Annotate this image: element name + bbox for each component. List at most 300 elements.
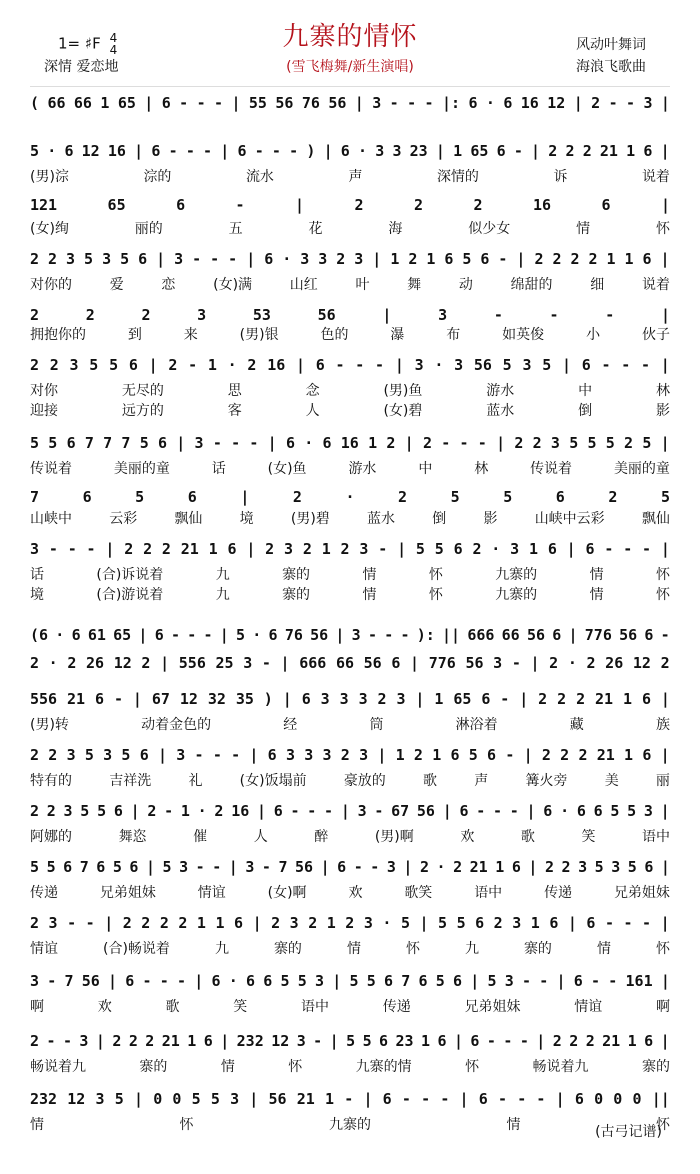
note-token: |	[660, 142, 670, 160]
lyric-token: 畅说着九	[532, 1059, 589, 1075]
note-token: 2	[30, 1032, 40, 1050]
note-token: 3	[375, 142, 385, 160]
note-token: 6	[273, 802, 283, 820]
note-token: 6	[643, 142, 653, 160]
lyric-row	[30, 274, 670, 294]
notation-row	[30, 484, 670, 506]
lyric-row	[30, 564, 670, 584]
lyric-token: 人	[305, 403, 320, 419]
note-token: 2	[514, 434, 524, 452]
lyric-row	[30, 380, 670, 400]
note-token: ·	[567, 654, 577, 672]
note-token: -	[249, 434, 259, 452]
lyric-token: 叶	[355, 277, 370, 293]
note-token: 3	[611, 858, 621, 876]
note-token: |	[295, 356, 306, 374]
note-token: 1	[624, 250, 634, 268]
note-token: |	[531, 142, 541, 160]
note-token: |	[382, 306, 392, 324]
note-token: |	[280, 654, 290, 672]
note-token: 7	[278, 858, 288, 876]
note-token: 5	[660, 488, 670, 506]
note-token: 3	[48, 914, 58, 932]
note-token: 21	[469, 858, 488, 876]
note-token: 3	[643, 802, 653, 820]
note-token: 5	[366, 972, 376, 990]
lyric-token: 怀	[428, 587, 443, 603]
note-token: 2	[161, 540, 171, 558]
note-token: 5	[30, 142, 40, 160]
note-token: |	[145, 858, 155, 876]
note-token: 21	[595, 690, 614, 708]
note-token: |	[397, 540, 407, 558]
note-token: 6	[468, 94, 478, 112]
note-token: 1	[208, 540, 218, 558]
lyric-token: (合)诉说着	[96, 567, 164, 583]
note-token: 16	[532, 196, 552, 214]
lyric-token: 倒	[578, 403, 593, 419]
note-token: ):	[416, 626, 435, 644]
note-token: 26	[605, 654, 624, 672]
note-token: 67	[391, 802, 410, 820]
note-token: 0	[153, 1090, 163, 1108]
lyric-token: 拥抱你的	[30, 327, 86, 343]
note-token: 5	[415, 540, 425, 558]
note-token: 16	[340, 434, 359, 452]
note-token: 66	[47, 94, 66, 112]
note-token: -	[378, 540, 388, 558]
lyric-token: 山峡中	[30, 511, 72, 527]
note-token: 3	[396, 690, 406, 708]
note-token: 2	[386, 434, 396, 452]
note-token: 3	[102, 250, 112, 268]
lyric-token: 笑	[581, 829, 596, 845]
lyric-row	[30, 218, 670, 238]
note-token: 5	[594, 858, 604, 876]
note-token: 7	[79, 858, 89, 876]
note-token: |	[138, 626, 148, 644]
lyric-token: 寨的	[282, 587, 311, 603]
note-token: 23	[409, 142, 428, 160]
note-token: -	[228, 250, 238, 268]
lyric-token: 筒	[369, 717, 384, 733]
note-token: 2	[660, 654, 670, 672]
note-token: 2	[576, 690, 586, 708]
note-token: 1	[434, 690, 444, 708]
note-token: -	[389, 94, 399, 112]
note-token: 6	[573, 972, 583, 990]
header-divider	[30, 86, 670, 87]
note-token: 2	[473, 196, 483, 214]
lyric-token: 欢	[348, 885, 363, 901]
note-token: -	[67, 540, 77, 558]
note-token: 6	[268, 626, 278, 644]
note-token: |	[377, 746, 387, 764]
note-token: 5	[346, 1032, 356, 1050]
note-token: 56	[268, 1090, 287, 1108]
note-token: 2	[552, 250, 562, 268]
lyric-token: 美丽的童	[613, 461, 670, 477]
note-token: -	[231, 746, 241, 764]
lyric-token: 林	[474, 461, 489, 477]
note-token: 6	[555, 488, 565, 506]
note-token: 3	[66, 250, 76, 268]
note-token: 6	[151, 142, 161, 160]
note-token: 2	[419, 858, 429, 876]
note-token: -	[549, 306, 559, 324]
lyric-token: 爱	[109, 277, 124, 293]
note-token: 2	[549, 654, 559, 672]
notation-row	[30, 192, 670, 214]
note-token: )	[306, 142, 316, 160]
note-token: -	[231, 434, 241, 452]
note-token: 6	[601, 196, 611, 214]
note-token: |	[555, 1090, 565, 1108]
key-label: 1= ♯F	[58, 34, 101, 53]
note-token: 1	[187, 1032, 197, 1050]
note-token: 1	[421, 1032, 431, 1050]
note-token: -	[591, 972, 601, 990]
lyric-row	[30, 714, 670, 734]
note-token: 5	[109, 356, 119, 374]
note-token: 1	[395, 746, 405, 764]
lyric-token: (女)鱼	[267, 461, 307, 477]
note-token: 5	[80, 802, 90, 820]
note-token: 2	[178, 914, 188, 932]
note-token: 5	[84, 250, 94, 268]
note-token: 666	[467, 626, 495, 644]
note-token: -	[503, 1032, 513, 1050]
note-token: |	[561, 356, 571, 374]
note-token: -	[307, 802, 317, 820]
notation-row	[30, 430, 670, 452]
note-token: 21	[180, 540, 199, 558]
lyric-token: 寨的	[139, 1059, 168, 1075]
note-token: -	[623, 914, 633, 932]
lyric-token: 篝火旁	[525, 773, 568, 789]
note-token: 3	[285, 746, 295, 764]
note-token: 55	[248, 94, 267, 112]
note-token: -	[375, 356, 385, 374]
lyric-token: 话	[211, 461, 226, 477]
note-token: |	[335, 626, 345, 644]
lyric-token: 传递	[30, 885, 58, 901]
lyric-token: 绵甜的	[510, 277, 553, 293]
note-token: -	[212, 746, 222, 764]
note-token: 6	[161, 94, 171, 112]
note-token: 16	[231, 802, 250, 820]
lyric-token: 传说着	[30, 461, 72, 477]
note-token: |	[220, 142, 230, 160]
notation-row	[30, 650, 670, 672]
note-token: 5	[89, 356, 99, 374]
note-token: -	[324, 802, 334, 820]
note-token: 2	[414, 196, 424, 214]
note-token: 6	[340, 142, 350, 160]
performers: (雪飞梅舞/新生演唱)	[286, 59, 414, 75]
note-token: 2	[578, 746, 588, 764]
note-token: 6	[480, 250, 490, 268]
lyric-token: 怀	[655, 567, 670, 583]
note-token: 56	[619, 626, 638, 644]
note-token: -	[517, 1090, 527, 1108]
note-token: |	[556, 972, 566, 990]
notation-row	[30, 246, 670, 268]
lyric-token: 客	[227, 403, 242, 419]
note-token: 2	[544, 858, 554, 876]
note-token: -	[511, 654, 521, 672]
lyric-token: 声	[348, 169, 363, 185]
lyric-token: (女)啊	[267, 885, 307, 901]
lyric-token: 阿娜的	[30, 829, 72, 845]
lyric-token: 九	[214, 941, 229, 957]
note-token: 6	[203, 1032, 213, 1050]
note-token: 6	[113, 802, 123, 820]
note-token: -	[113, 690, 123, 708]
note-token: 56	[275, 94, 294, 112]
note-token: |	[95, 1032, 105, 1050]
note-token: 3	[392, 142, 402, 160]
note-token: 2	[541, 746, 551, 764]
note-token: 6	[71, 626, 81, 644]
note-token: 56	[328, 94, 347, 112]
note-token: ·	[382, 914, 392, 932]
note-token: |	[568, 626, 578, 644]
lyric-row	[30, 1056, 670, 1076]
note-token: -	[374, 802, 384, 820]
lyric-token: 到	[127, 327, 142, 343]
note-token: 3	[438, 306, 448, 324]
note-token: 2	[569, 1032, 579, 1050]
note-token: |	[660, 540, 670, 558]
note-token: ·	[47, 142, 57, 160]
note-token: 5	[114, 1090, 124, 1108]
note-token: 5	[627, 858, 637, 876]
lyric-row	[30, 1114, 670, 1134]
note-token: 3	[197, 306, 207, 324]
note-token: 3	[359, 540, 369, 558]
note-token: 6	[450, 746, 460, 764]
note-token: 6	[154, 626, 164, 644]
lyric-token: 歌	[165, 999, 180, 1015]
note-token: |	[256, 802, 267, 820]
note-token: 2	[608, 488, 618, 506]
note-token: |	[194, 972, 204, 990]
note-token: 16	[107, 142, 126, 160]
lyric-token: 情	[362, 587, 377, 603]
lyric-token: 语中	[474, 885, 503, 901]
lyric-token: 情	[220, 1059, 235, 1075]
note-token: 67	[151, 690, 170, 708]
note-token: -	[400, 626, 410, 644]
note-token: 2	[145, 1032, 155, 1050]
note-token: -	[142, 972, 152, 990]
lyric-token: 来	[183, 327, 198, 343]
lyric-token: 笑	[233, 999, 248, 1015]
note-token: 2	[354, 196, 364, 214]
note-token: 1	[530, 914, 540, 932]
lyric-token: 舞	[407, 277, 422, 293]
note-token: -	[335, 356, 345, 374]
note-token: 5	[210, 1090, 220, 1108]
note-token: 6	[418, 972, 428, 990]
note-token: 7	[84, 434, 94, 452]
note-token: 66	[501, 626, 520, 644]
lyric-token: 倒	[432, 511, 447, 527]
note-token: 56	[416, 802, 435, 820]
lyric-token: 语中	[301, 999, 329, 1015]
note-token: 5	[542, 356, 552, 374]
note-token: 5	[30, 434, 40, 452]
note-token: 2	[557, 690, 567, 708]
lyric-token: 色的	[320, 327, 349, 343]
note-token: 6	[176, 196, 186, 214]
note-token: 5	[191, 1090, 201, 1108]
note-token: -	[271, 142, 281, 160]
note-token: 1	[390, 250, 400, 268]
lyric-token: 特有的	[30, 773, 72, 789]
note-token: -	[214, 94, 224, 112]
lyric-token: 九	[215, 587, 230, 603]
lyric-token: 传递	[382, 999, 411, 1015]
note-token: 2	[147, 802, 157, 820]
note-token: -	[164, 802, 174, 820]
note-token: |	[410, 654, 420, 672]
lyric-token: (女)饭塌前	[239, 773, 307, 789]
note-token: |	[519, 690, 529, 708]
note-token: |	[523, 746, 533, 764]
lyric-token: 九寨的	[495, 587, 538, 603]
note-token: 3	[179, 858, 189, 876]
notation-row	[30, 352, 670, 374]
note-token: 2	[624, 434, 634, 452]
note-token: 1	[528, 540, 538, 558]
note-token: 232	[236, 1032, 264, 1050]
note-token: 2	[340, 746, 350, 764]
note-token: (	[30, 94, 40, 112]
lyric-token: 歌	[423, 773, 438, 789]
note-token: 3	[354, 250, 364, 268]
note-token: 2	[85, 306, 95, 324]
lyric-row	[30, 938, 670, 958]
note-token: -	[641, 356, 651, 374]
note-token: ·	[358, 142, 368, 160]
note-token: ·	[48, 654, 58, 672]
note-token: 26	[86, 654, 105, 672]
note-token: 1	[326, 914, 336, 932]
note-token: -	[476, 802, 486, 820]
lyric-token: 族	[655, 717, 670, 733]
note-token: 0	[632, 1090, 642, 1108]
note-token: 16	[267, 356, 286, 374]
time-signature-bottom: 4	[109, 43, 118, 57]
notation-row	[30, 138, 670, 160]
note-token: |	[105, 540, 115, 558]
note-token: 3	[386, 858, 396, 876]
note-token: 2	[124, 540, 134, 558]
note-token: 65	[107, 196, 126, 214]
note-token: |	[354, 94, 364, 112]
note-token: 3	[243, 654, 253, 672]
lyric-token: 对你的	[30, 277, 72, 293]
note-token: 0	[594, 1090, 604, 1108]
note-token: 6	[391, 654, 401, 672]
note-token: -	[421, 1090, 431, 1108]
lyric-token: 畅说着九	[30, 1059, 86, 1075]
note-token: |	[660, 690, 670, 708]
lyric-token: 诉	[553, 169, 568, 185]
note-token: 556	[30, 690, 58, 708]
note-token: 61	[87, 626, 106, 644]
note-token: ·	[55, 626, 65, 644]
lyric-token: 情	[506, 1117, 521, 1133]
lyric-token: (男)碧	[290, 511, 330, 527]
note-token: 2	[141, 306, 151, 324]
note-token: -	[407, 94, 417, 112]
note-token: 2	[345, 914, 355, 932]
lyric-token: 飘仙	[174, 511, 203, 527]
note-token: 5	[468, 746, 478, 764]
lyric-token: 念	[305, 383, 320, 399]
lyric-token: 传说着	[530, 461, 573, 477]
note-token: |	[246, 540, 256, 558]
lyric-token: 话	[30, 567, 44, 583]
note-token: 2	[308, 914, 318, 932]
note-token: 1	[207, 356, 217, 374]
lyric-token: 情	[589, 567, 604, 583]
lyric-token: 美丽的童	[113, 461, 170, 477]
note-token: -	[642, 914, 652, 932]
note-token: -	[605, 306, 615, 324]
lyric-token: 传递	[544, 885, 573, 901]
note-token: |	[323, 142, 333, 160]
note-token: 6	[301, 690, 311, 708]
note-token: |	[320, 858, 330, 876]
note-token: 5	[349, 972, 359, 990]
note-token: 6	[453, 972, 463, 990]
note-token: 1	[180, 802, 190, 820]
note-token: 5	[236, 626, 246, 644]
note-token: 6	[642, 250, 652, 268]
note-token: 5	[135, 488, 145, 506]
lyric-token: 怀	[179, 1117, 194, 1133]
note-token: 3	[69, 356, 79, 374]
note-token: 3	[357, 802, 367, 820]
notation-row	[30, 1086, 670, 1108]
note-token: 7	[401, 972, 411, 990]
note-token: 5	[456, 914, 466, 932]
lyric-token: 九	[464, 941, 479, 957]
note-token: -	[170, 626, 180, 644]
note-token: 12	[179, 690, 198, 708]
note-token: |	[660, 746, 670, 764]
notation-row	[30, 302, 670, 324]
note-token: 1	[325, 1090, 335, 1108]
lyric-token: (女)满	[213, 277, 253, 293]
note-token: 5	[121, 746, 131, 764]
note-token: |	[144, 94, 154, 112]
lyric-token: 小	[586, 327, 601, 343]
transcriber-credit: (古弓记谱)	[595, 1124, 662, 1140]
note-token: 1	[100, 94, 110, 112]
note-token: 66	[73, 94, 92, 112]
note-token: 2	[453, 858, 463, 876]
note-token: 6	[125, 972, 135, 990]
lyric-token: 淋浴着	[455, 717, 498, 733]
lyric-row	[30, 826, 670, 846]
lyric-token: 布	[446, 327, 461, 343]
note-token: 121	[30, 196, 58, 214]
